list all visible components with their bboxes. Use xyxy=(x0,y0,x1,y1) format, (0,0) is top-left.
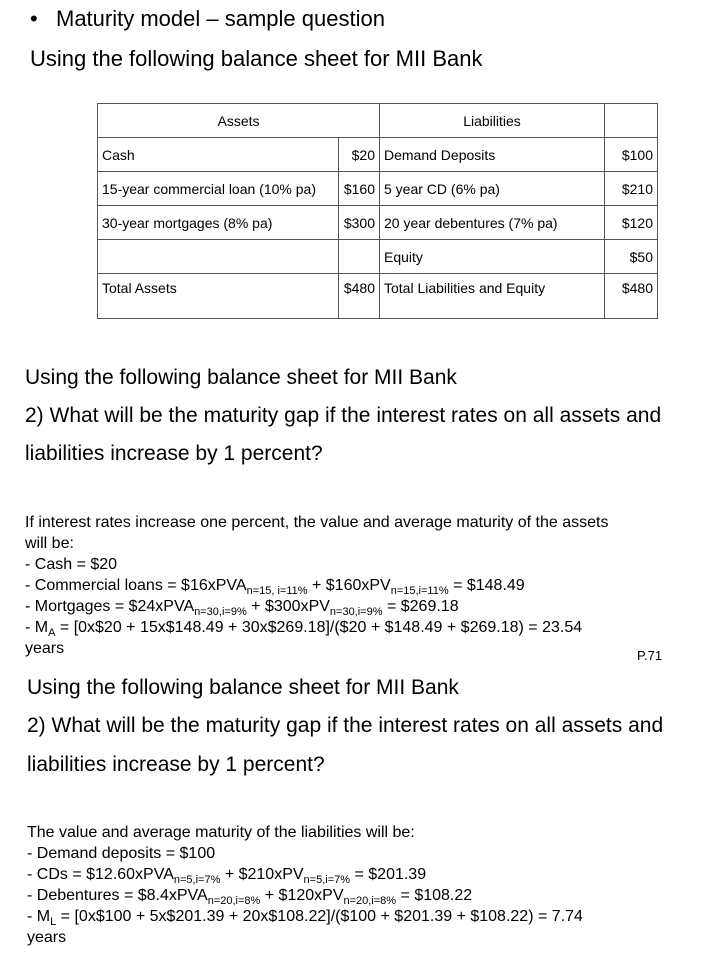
question-2-line-2: 2) What will be the maturity gap if the interest rates on all assets and xyxy=(27,714,664,737)
liability-name: 20 year debentures (7% pa) xyxy=(380,206,605,240)
subscript: n=5,i=7% xyxy=(303,874,351,886)
asset-value: $300 xyxy=(339,206,380,240)
asset-value xyxy=(339,240,380,274)
balance-sheet-table xyxy=(97,103,658,319)
question-1-line-2: 2) What will be the maturity gap if the interest rates on all assets and xyxy=(25,404,662,427)
text: + $300xPV xyxy=(246,598,330,615)
text: = $269.18 xyxy=(382,598,459,615)
liability-value: $120 xyxy=(605,206,658,240)
assets-intro-1: If interest rates increase one percent, the value and average maturity of the assets xyxy=(25,514,609,531)
slide-title xyxy=(30,6,385,32)
subscript: n=20,i=8% xyxy=(343,895,397,907)
asset-name: Total Assets xyxy=(98,274,339,319)
asset-value: $160 xyxy=(339,172,380,206)
subscript: n=20,i=8% xyxy=(207,895,261,907)
question-2-line-3: liabilities increase by 1 percent? xyxy=(27,753,325,776)
years-label: years xyxy=(25,640,65,657)
text: - M xyxy=(27,908,51,925)
subscript: n=30,i=9% xyxy=(329,606,383,618)
liability-value: $100 xyxy=(605,138,658,172)
text: - CDs = $12.60xPVA xyxy=(27,866,174,883)
subscript: n=30,i=9% xyxy=(194,606,247,618)
liability-name: Total Liabilities and Equity xyxy=(380,274,605,319)
title-text: Maturity model – sample question xyxy=(56,6,385,31)
assets-header: Assets xyxy=(98,104,380,138)
text: - M xyxy=(25,619,49,636)
liability-name: Equity xyxy=(380,240,605,274)
page-number: P.71 xyxy=(637,648,663,663)
table-row xyxy=(98,138,658,172)
text: = $201.39 xyxy=(350,866,427,883)
text: = $148.49 xyxy=(448,577,525,594)
text: + $210xPV xyxy=(220,866,304,883)
question-1-line-1: Using the following balance sheet for MII Bank xyxy=(25,366,457,389)
question-1-line-3: liabilities increase by 1 percent? xyxy=(25,442,323,465)
cash-line: - Cash = $20 xyxy=(25,556,118,573)
table-row xyxy=(98,240,658,274)
table-row xyxy=(98,172,658,206)
liability-value: $210 xyxy=(605,172,658,206)
ma-line xyxy=(25,617,608,638)
table-header-row xyxy=(98,104,658,138)
debentures-line xyxy=(27,885,583,906)
intro-text: Using the following balance sheet for MII Bank xyxy=(30,46,483,71)
mortgages-line xyxy=(25,596,608,617)
liabilities-intro: The value and average maturity of the liabilities will be: xyxy=(27,824,415,841)
liabilities-header-blank xyxy=(605,104,658,138)
demand-deposits-line: - Demand deposits = $100 xyxy=(27,845,216,862)
text: + $160xPV xyxy=(307,577,391,594)
subscript: A xyxy=(48,627,56,639)
text: = [0x$20 + 15x$148.49 + 30x$269.18]/($20 + $148.49 + $269.18) = 23.54 xyxy=(55,619,583,636)
liability-value: $50 xyxy=(605,240,658,274)
subscript: n=5,i=7% xyxy=(173,874,221,886)
question-2-line-1: Using the following balance sheet for MII Bank xyxy=(27,676,459,699)
asset-name xyxy=(98,240,339,274)
assets-intro-2: will be: xyxy=(25,535,74,552)
table-row xyxy=(98,274,658,319)
text: - Commercial loans = $16xPVA xyxy=(25,577,247,594)
bullet-dot: • xyxy=(30,6,38,31)
subscript: n=15, i=11% xyxy=(246,585,308,597)
text: - Mortgages = $24xPVA xyxy=(25,598,195,615)
text: = $108.22 xyxy=(396,887,473,904)
text: + $120xPV xyxy=(260,887,344,904)
liability-value: $480 xyxy=(605,274,658,319)
years-label: years xyxy=(27,929,67,946)
ml-line xyxy=(27,906,583,927)
asset-value: $480 xyxy=(339,274,380,319)
asset-name: Cash xyxy=(98,138,339,172)
liability-name: 5 year CD (6% pa) xyxy=(380,172,605,206)
text: = [0x$100 + 5x$201.39 + 20x$108.22]/($100 + $201.39 + $108.22) = 7.74 xyxy=(56,908,583,925)
assets-calculation xyxy=(25,512,608,659)
text: - Debentures = $8.4xPVA xyxy=(27,887,208,904)
commercial-loans-line xyxy=(25,575,608,596)
asset-name: 30-year mortgages (8% pa) xyxy=(98,206,339,240)
liability-name: Demand Deposits xyxy=(380,138,605,172)
liabilities-header: Liabilities xyxy=(380,104,605,138)
asset-name: 15-year commercial loan (10% pa) xyxy=(98,172,339,206)
asset-value: $20 xyxy=(339,138,380,172)
subscript: n=15,i=11% xyxy=(390,585,449,597)
table-row xyxy=(98,206,658,240)
cds-line xyxy=(27,864,583,885)
liabilities-calculation xyxy=(27,822,583,948)
subscript: L xyxy=(50,916,57,928)
